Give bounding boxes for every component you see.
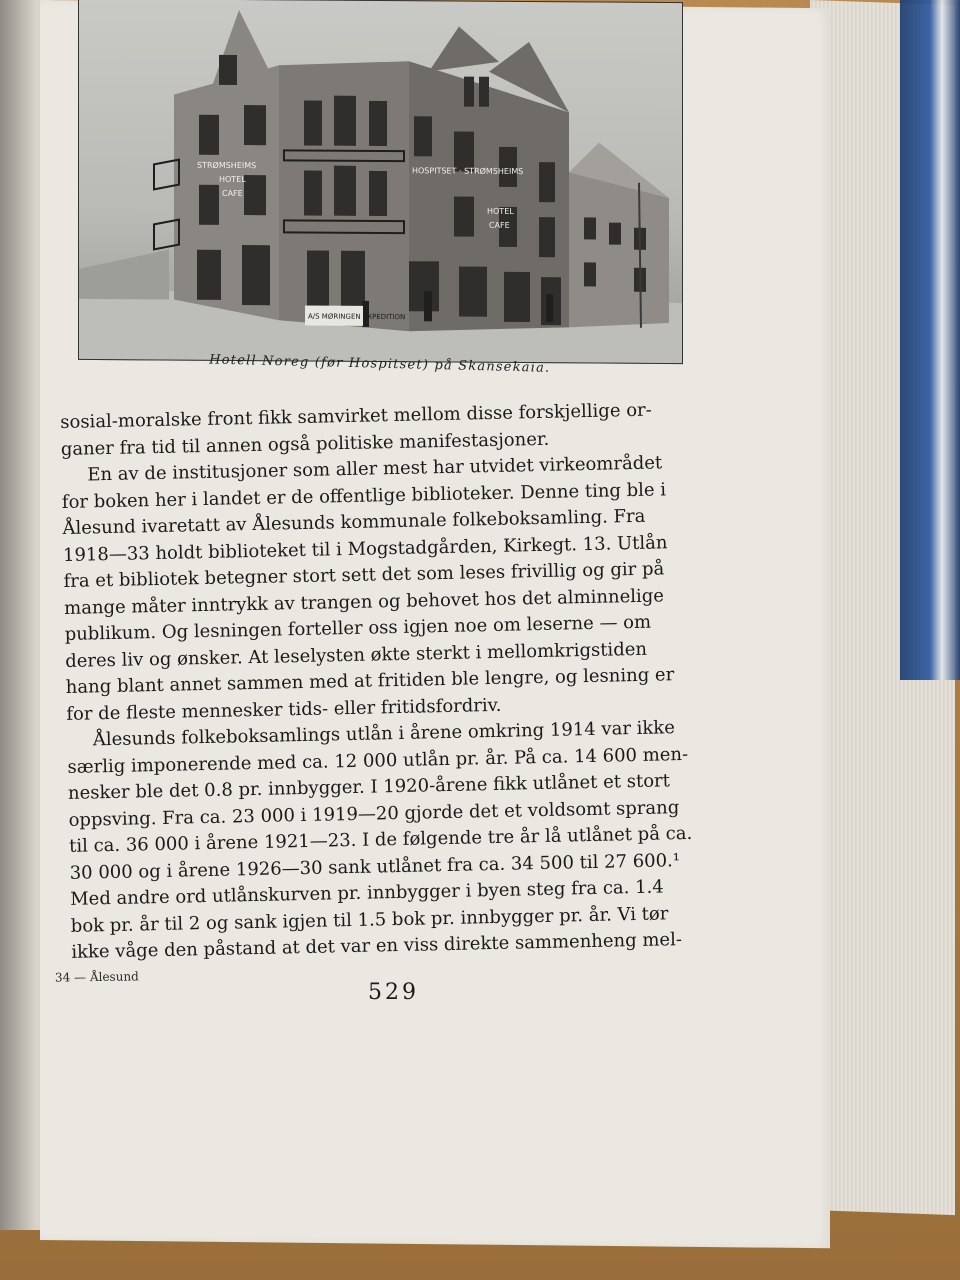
sign-left-cafe: CAFE	[222, 188, 243, 199]
body-line: 1918—33 holdt biblioteket til i Mogstadgården, Kirkegt. 13. Utlån	[62, 531, 668, 566]
body-line: Ålesunds folkeboksamlings utlån i årene omkring 1914 var ikke	[92, 717, 676, 751]
body-line: Med andre ord utlånskurven pr. innbygger i byen steg fra ca. 1.4	[70, 876, 664, 910]
body-line: for boken her i landet er de offentlige biblioteker. Denne ting ble i	[61, 478, 667, 513]
body-line: ikke våge den påstand at det var en viss direkte sammenheng mel-	[71, 929, 683, 963]
body-line: oppsving. Fra ca. 23 000 i 1919—20 gjorde det et voldsomt sprang	[68, 796, 680, 831]
body-line: nesker ble det 0.8 pr. innbygger. I 1920-årene fikk utlånet et stort	[67, 770, 671, 804]
body-line: hang blant annet sammen med at fritiden ble lengre, og lesning er	[65, 664, 675, 698]
hotel-building-illustration	[79, 0, 682, 363]
book-cover-edge	[900, 0, 960, 680]
body-line: til ca. 36 000 i årene 1921—23. I de følgende tre år lå utlånet på ca.	[68, 822, 693, 857]
body-line: fra et bibliotek betegner stort sett det som leses frivillig og gir på	[63, 558, 665, 592]
hotel-photo	[78, 0, 683, 364]
body-line: mange måter inntrykk av trangen og behovet hos det alminnelige	[63, 584, 665, 619]
body-line: bok pr. år til 2 og sank igjen til 1.5 bok pr. innbygger pr. år. Vi tør	[70, 902, 669, 937]
sign-door: A/S MØRINGEN EXPEDITION	[308, 312, 406, 322]
body-line: deres liv og ønsker. At leselysten økte sterkt i mellomkrigstiden	[65, 638, 648, 672]
sign-right-hotel: HOTEL	[487, 206, 514, 216]
body-line: Ålesund ivaretatt av Ålesunds kommunale folkeboksamling. Fra	[62, 505, 646, 539]
sign-right-top: HOSPITSET · STRØMSHEIMS	[412, 166, 524, 176]
sign-left-top: STRØMSHEIMS	[197, 160, 257, 171]
body-line: sosial-moralske front fikk samvirket mellom disse forskjellige or-	[60, 399, 652, 433]
body-line: for de fleste mennesker tids- eller fritidsfordriv.	[66, 694, 502, 725]
body-line: særlig imponerende med ca. 12 000 utlån pr. år. På ca. 14 600 men-	[67, 743, 689, 778]
body-line: En av de institusjoner som aller mest har utvidet virkeområdet	[87, 452, 663, 486]
body-line: publikum. Og lesningen forteller oss igjen noe om leserne — om	[64, 611, 652, 645]
sign-right-cafe: CAFE	[489, 220, 510, 230]
sign-left-hotel: HOTEL	[219, 174, 246, 185]
page-number: 529	[368, 980, 419, 1005]
body-text	[60, 396, 732, 966]
signature-mark: 34 — Ålesund	[54, 969, 139, 985]
body-line: 30 000 og i årene 1926—30 sank utlånet fra ca. 34 500 til 27 600.¹	[69, 849, 681, 884]
body-line: ganer fra tid til annen også politiske manifestasjoner.	[60, 428, 550, 460]
figure-caption: Hotell Noreg (før Hospitset) på Skansekaia.	[209, 352, 551, 376]
